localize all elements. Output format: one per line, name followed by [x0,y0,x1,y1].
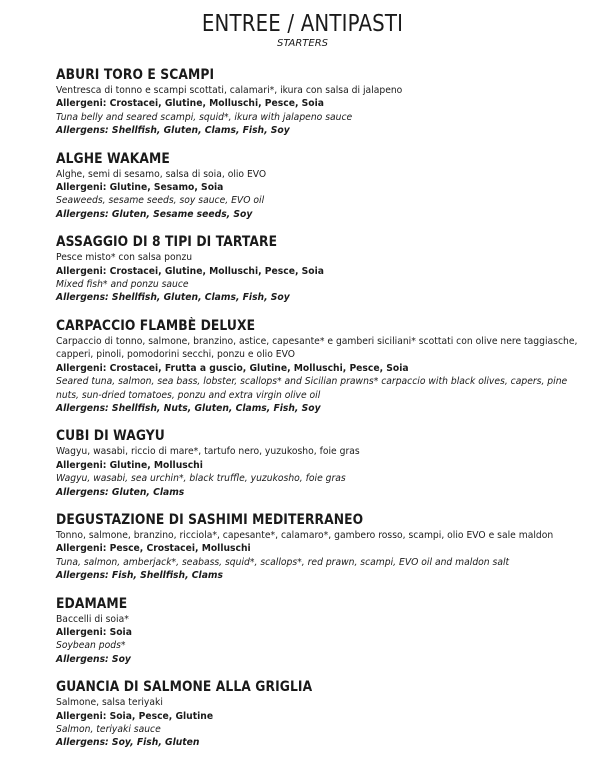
dish-description-en: Wagyu, wasabi, sea urchin*, black truffle, yuzukosho, foie gras [56,473,346,485]
dish-description-en: Tuna belly and seared scampi, squid*, ikura with jalapeno sauce [56,111,353,123]
dish-description-it: Tonno, salmone, branzino, ricciola*, capesante*, calamaro*, gambero rosso, scampi, olio EVO e sale maldon [56,529,554,541]
dish-allergens-it: Allergeni: Soia [56,626,132,638]
dish-name: GUANCIA DI SALMONE ALLA GRIGLIA [56,679,313,696]
menu-item [56,596,596,667]
dish-allergens-it: Allergeni: Crostacei, Glutine, Molluschi, Pesce, Soia [56,98,324,110]
menu-item [56,318,596,415]
dish-description-it: Carpaccio di tonno, salmone, branzino, astice, capesante* e gamberi siciliani* scottati con olive nere taggiasche, capperi, pinoli, pomodorini secchi, ponzu e olio EVO [56,335,578,361]
dish-description-it: Baccelli di soia* [56,613,129,625]
dish-name: DEGUSTAZIONE DI SASHIMI MEDITERRANEO [56,511,364,528]
dish-description-it: Wagyu, wasabi, riccio di mare*, tartufo nero, yuzukosho, foie gras [56,446,360,458]
dish-allergens-it: Allergeni: Pesce, Crostacei, Molluschi [56,543,251,555]
dish-allergens-en: Allergens: Fish, Shellfish, Clams [56,570,223,582]
dish-allergens-it: Allergeni: Glutine, Molluschi [56,459,203,471]
dish-description-en: Mixed fish* and ponzu sauce [56,279,189,291]
menu-item [56,67,596,138]
dish-allergens-en: Allergens: Shellfish, Gluten, Clams, Fish, Soy [56,125,290,137]
dish-description-en: Tuna, salmon, amberjack*, seabass, squid*, scallops*, red prawn, scampi, EVO oil and maldon salt [56,556,510,568]
menu-list [56,67,596,763]
dish-name: ALGHE WAKAME [56,150,170,167]
menu-item [56,428,596,499]
dish-description-it: Pesce misto* con salsa ponzu [56,252,193,264]
dish-allergens-it: Allergeni: Soia, Pesce, Glutine [56,710,214,722]
menu-item [56,679,596,750]
dish-allergens-en: Allergens: Gluten, Clams [56,486,185,498]
dish-allergens-en: Allergens: Shellfish, Gluten, Clams, Fish, Soy [56,292,290,304]
dish-name: EDAMAME [56,595,128,612]
menu-item [56,234,596,305]
dish-allergens-it: Allergeni: Crostacei, Glutine, Molluschi, Pesce, Soia [56,265,324,277]
dish-description-it: Ventresca di tonno e scampi scottati, calamari*, ikura con salsa di jalapeno [56,85,403,96]
dish-name: ASSAGGIO DI 8 TIPI DI TARTARE [56,234,278,251]
dish-name: ABURI TORO E SCAMPI [56,67,215,83]
dish-description-en: Soybean pods* [56,640,126,652]
dish-description-it: Salmone, salsa teriyaki [56,697,163,709]
dish-description-it: Alghe, semi di sesamo, salsa di soia, olio EVO [56,168,267,180]
dish-allergens-en: Allergens: Gluten, Sesame seeds, Soy [56,208,253,220]
dish-name: CARPACCIO FLAMBÈ DELUXE [56,317,256,334]
dish-description-en: Seared tuna, salmon, sea bass, lobster, scallops* and Sicilian prawns* carpaccio with black olives, capers, pine nuts, sun-dried tomatoes, ponzu and extra virgin olive oil [56,376,568,401]
menu-item [56,151,596,222]
dish-allergens-it: Allergeni: Crostacei, Frutta a guscio, Glutine, Molluschi, Pesce, Soia [56,362,409,374]
dish-allergens-it: Allergeni: Glutine, Sesamo, Soia [56,182,224,194]
dish-description-en: Salmon, teriyaki sauce [56,724,161,735]
dish-description-en: Seaweeds, sesame seeds, soy sauce, EVO oil [56,195,265,207]
page-subtitle: STARTERS [276,38,329,49]
dish-allergens-en: Allergens: Soy, Fish, Gluten [56,737,200,749]
menu-header [0,0,605,50]
menu-item [56,512,596,583]
dish-allergens-en: Allergens: Shellfish, Nuts, Gluten, Clams, Fish, Soy [56,402,321,414]
page-title: ENTREE / ANTIPASTI [201,11,404,37]
dish-name: CUBI DI WAGYU [56,428,165,445]
dish-allergens-en: Allergens: Soy [56,653,131,665]
